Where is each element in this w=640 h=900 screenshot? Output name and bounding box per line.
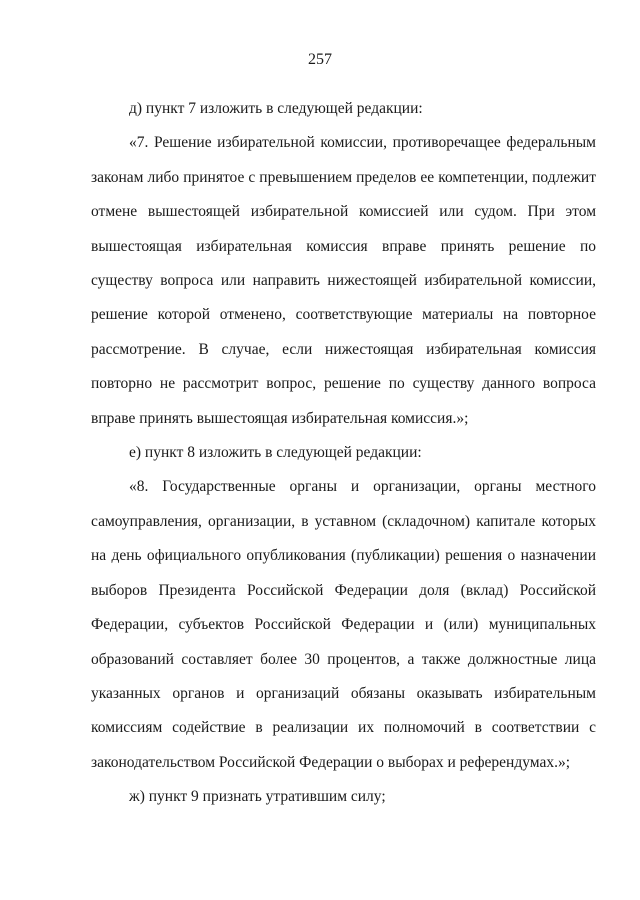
paragraph-clause-8: «8. Государственные органы и организации, органы местного самоуправления, организации, в уставном (складочном) капитале которых на день официального опубликования (публикации) решения о назначении выборов Президента Российской Федерации доля (вклад) Российской Федерации, субъектов Российской Федерации и (или) муниципальных образований составляет более 30 процентов, а также должностные лица указанных органов и организаций обязаны оказывать избирательным комиссиям содействие в реализации их полномочий в соответствии с законодательством Российской Федерации о выборах и референдумах.»;	[91, 478, 596, 771]
page-number: 257	[308, 51, 332, 68]
paragraph-item-e: е) пункт 8 изложить в следующей редакции:	[129, 444, 422, 462]
document-body	[91, 92, 596, 815]
paragraph-item-d: д) пункт 7 изложить в следующей редакции:	[129, 100, 423, 117]
paragraph-clause-7: «7. Решение избирательной комиссии, противоречащее федеральным законам либо принятое с превышением пределов ее компетенции, подлежит отмене вышестоящей избирательной комиссией или судом. При этом вышестоящая избирательная комиссия вправе принять решение по существу вопроса или направить нижестоящей избирательной комиссии, решение которой отменено, соответствующие материалы на повторное рассмотрение. В случае, если нижестоящая избирательная комиссия повторно не рассмотрит вопрос, решение по существу данного вопроса вправе принять вышестоящая избирательная комиссия.»;	[91, 134, 596, 427]
paragraph-item-zh: ж) пункт 9 признать утратившим силу;	[129, 788, 386, 806]
